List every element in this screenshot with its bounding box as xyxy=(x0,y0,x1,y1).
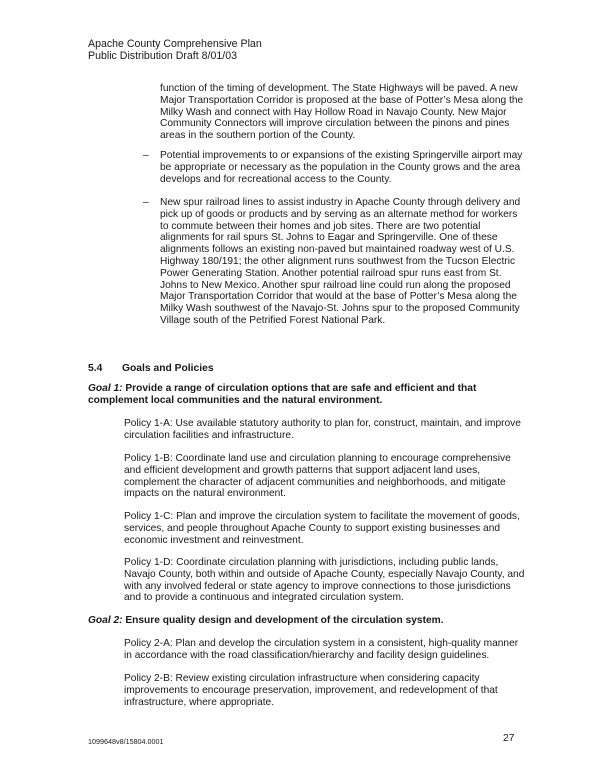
text-line: Policy 1-B: Coordinate land use and circulation planning to encourage comprehensive xyxy=(124,453,511,464)
goal-label: Goal 2: xyxy=(88,615,123,626)
goal-text: Ensure quality design and development of the circulation system. xyxy=(122,615,444,626)
bullet-railroad xyxy=(160,197,520,327)
text-line: Policy 1-D: Coordinate circulation planning with jurisdictions, including public lands, xyxy=(124,557,499,568)
page-number: 27 xyxy=(503,733,515,744)
text-line: New spur railroad lines to assist industry in Apache County through delivery and xyxy=(160,197,521,208)
text-line: in accordance with the road classification/hierarchy and facility design guidelines. xyxy=(124,649,490,661)
text-line: Policy 2-B: Review existing circulation infrastructure when considering capacity xyxy=(124,673,480,684)
text-line: Policy 1-C: Plan and improve the circulation system to facilitate the movement of goods, xyxy=(124,511,520,522)
goal-1-heading xyxy=(88,383,476,407)
text-line: impacts on the natural environment. xyxy=(124,488,286,500)
text-line: function of the timing of development. The State Highways will be paved. A new xyxy=(160,83,518,94)
section-heading xyxy=(88,363,214,374)
page-header xyxy=(88,38,262,62)
policy-2b xyxy=(124,673,498,708)
bullet-airport xyxy=(160,150,522,185)
goal-text: Provide a range of circulation options that are safe and efficient and that xyxy=(122,383,477,394)
text-line: with any involved federal or state agency to improve connections to those jurisdictions xyxy=(124,580,511,592)
footer-doc-id: 1099648v8/15804.0001 xyxy=(88,737,164,746)
text-line: and to provide a continuous and integrated circulation system. xyxy=(124,592,404,604)
policy-1d xyxy=(124,557,524,604)
text-line: Policy 1-A: Use available statutory authority to plan for, construct, maintain, and improve xyxy=(124,418,521,429)
text-line: circulation facilities and infrastructure. xyxy=(124,429,294,441)
text-line: complement the character of adjacent communities and neighborhoods, and mitigate xyxy=(124,476,506,488)
text-line: Navajo County, both within and outside of Apache County, especially Navajo County, and xyxy=(124,568,525,580)
text-line: Potential improvements to or expansions of the existing Springerville airport may xyxy=(160,150,523,161)
text-line: develops and for recreational access to the County. xyxy=(160,173,392,185)
text-line: Milky Wash southwest of the Navajo-St. Johns spur to the proposed Community xyxy=(160,303,520,315)
bullet-marker: – xyxy=(143,150,149,161)
text-line: Power Generating Station. Another potential railroad spur runs east from St. xyxy=(160,267,502,279)
text-line: be appropriate or necessary as the population in the County grows and the area xyxy=(160,161,521,173)
text-line: and efficient development and growth patterns that support adjacent land uses, xyxy=(124,464,481,476)
bullet-marker: – xyxy=(143,197,149,208)
goal-label: Goal 1: xyxy=(88,383,123,394)
text-line: alignments follows an existing non-paved but maintained roadway west of U.S. xyxy=(160,244,515,256)
header-subtitle: Public Distribution Draft 8/01/03 xyxy=(88,50,237,62)
header-title: Apache County Comprehensive Plan xyxy=(88,38,262,50)
text-line: Community Connectors will improve circulation between the pinons and pines xyxy=(160,118,510,130)
section-number: 5.4 xyxy=(88,363,103,374)
text-line: areas in the southern portion of the County. xyxy=(160,130,356,142)
policy-2a xyxy=(124,638,518,662)
goal-text: complement local communities and the natural environment. xyxy=(88,394,383,406)
policy-1c xyxy=(124,511,520,546)
policy-1a xyxy=(124,418,521,442)
text-line: economic investment and reinvestment. xyxy=(124,534,304,546)
text-line: pick up of goods or products and by serving as an alternate method for workers xyxy=(160,208,518,220)
text-line: Major Transportation Corridor that would at the base of Potter’s Mesa along the xyxy=(160,291,517,303)
text-line: Milky Wash and connect with Hay Hollow Road in Navajo County. New Major xyxy=(160,106,507,118)
policy-1b xyxy=(124,453,511,500)
text-line: to commute between their homes and job sites. There are two potential xyxy=(160,220,481,232)
text-line: alignments for rail spurs St. Johns to Eagar and Springerville. One of these xyxy=(160,232,498,244)
text-line: Highway 180/191; the other alignment runs southwest from the Tucson Electric xyxy=(160,255,516,267)
text-line: services, and people throughout Apache County to support existing businesses and xyxy=(124,522,501,534)
continued-paragraph xyxy=(160,83,523,142)
section-title: Goals and Policies xyxy=(122,363,214,374)
text-line: Policy 2-A: Plan and develop the circulation system in a consistent, high-quality manner xyxy=(124,638,519,649)
text-line: infrastructure, where appropriate. xyxy=(124,696,275,708)
text-line: improvements to encourage preservation, improvement, and redevelopment of that xyxy=(124,684,498,696)
text-line: Major Transportation Corridor is proposed at the base of Potter’s Mesa along the xyxy=(160,94,524,106)
text-line: Village south of the Petrified Forest National Park. xyxy=(160,314,386,326)
text-line: Johns to New Mexico. Another spur railroad line could run along the proposed xyxy=(160,279,511,291)
goal-2-heading xyxy=(88,615,444,627)
